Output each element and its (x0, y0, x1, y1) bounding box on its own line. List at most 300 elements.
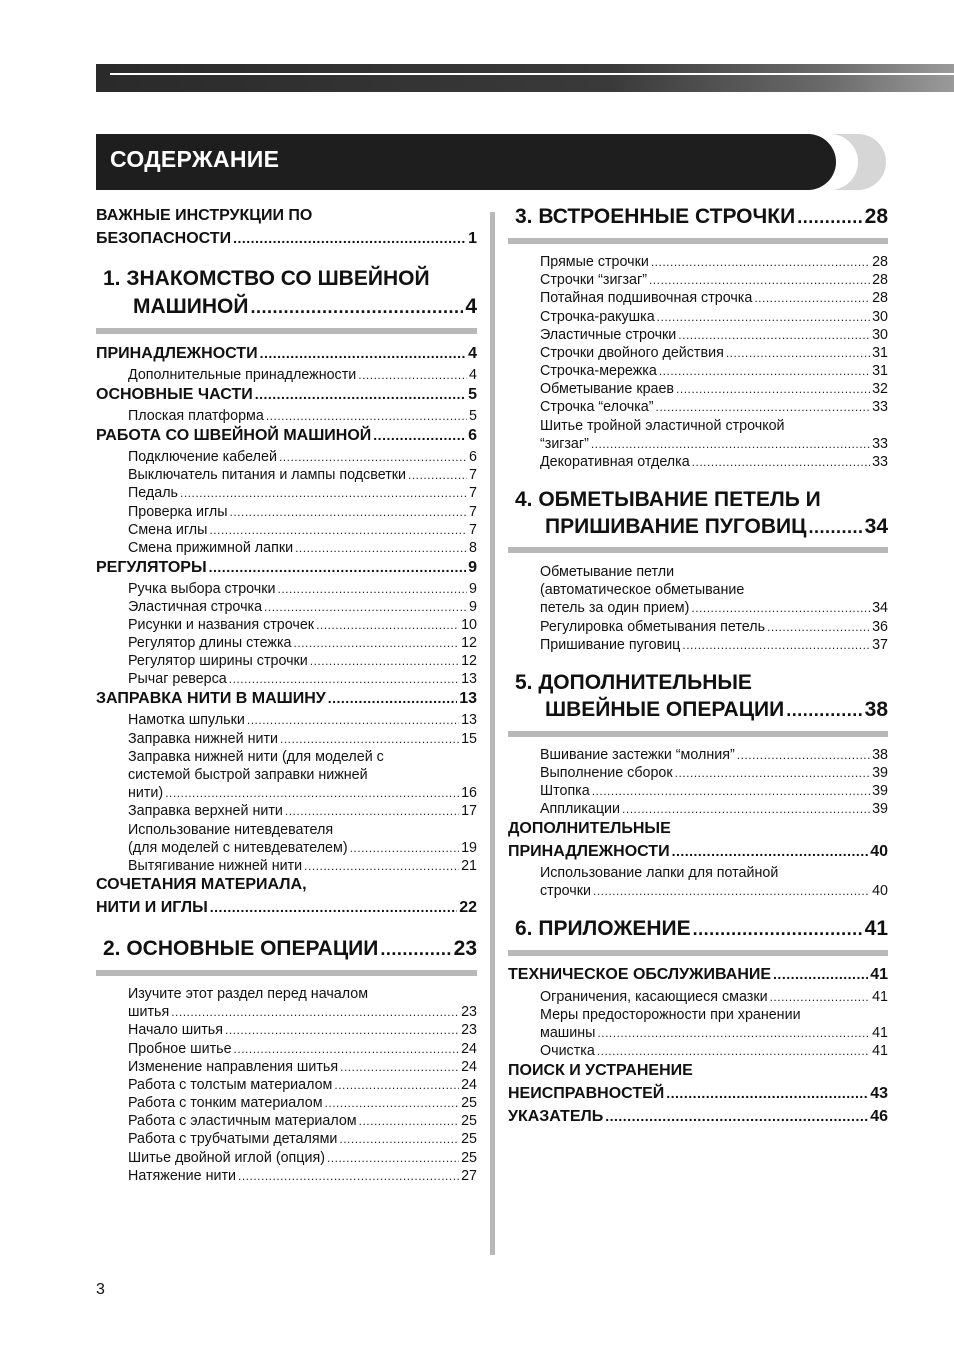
toc-entry[interactable] (540, 363, 888, 379)
leader-dots (773, 966, 868, 982)
toc-entry-page: 19 (461, 840, 477, 856)
toc-index[interactable] (508, 1108, 888, 1126)
leader-dots (293, 636, 459, 650)
toc-maintenance[interactable] (508, 966, 888, 984)
leader-dots (358, 368, 467, 382)
toc-entry-page: 9 (469, 599, 477, 615)
toc-accessories[interactable] (96, 345, 477, 363)
toc-entry-title: Эластичная строчка (128, 599, 263, 615)
leader-dots (675, 766, 870, 780)
toc-entry-title: БЕЗОПАСНОСТИ (96, 230, 232, 247)
toc-entry-title: ОСНОВНЫЕ ЧАСТИ (96, 386, 253, 403)
leader-dots (737, 748, 870, 762)
toc-entry-page: 28 (872, 254, 888, 270)
leader-dots (692, 455, 870, 469)
toc-chapter6[interactable] (515, 917, 888, 941)
leader-dots (210, 899, 457, 915)
leader-dots (597, 1044, 870, 1058)
toc-entry[interactable] (540, 454, 888, 470)
toc-entry[interactable] (128, 1059, 477, 1075)
toc-entry-page: 41 (872, 989, 888, 1005)
leader-dots (285, 804, 459, 818)
toc-entry[interactable] (128, 467, 477, 483)
leader-dots (726, 346, 870, 360)
toc-entry[interactable] (128, 803, 477, 819)
toc-chapter2[interactable] (103, 937, 477, 961)
toc-entry-page: 13 (461, 671, 477, 687)
toc-entry[interactable] (128, 485, 477, 501)
toc-safety-line1[interactable]: ВАЖНЫЕ ИНСТРУКЦИИ ПО (96, 207, 313, 224)
toc-entry[interactable] (128, 1168, 477, 1184)
toc-entry-page: 4 (465, 295, 477, 318)
toc-entry-page: 13 (461, 712, 477, 728)
leader-dots (209, 559, 466, 575)
toc-entry-title: 2. ОСНОВНЫЕ ОПЕРАЦИИ (103, 937, 379, 960)
toc-chapter5-line1[interactable]: 5. ДОПОЛНИТЕЛЬНЫЕ (515, 671, 752, 694)
toc-entry-title: РАБОТА СО ШВЕЙНОЙ МАШИНОЙ (96, 427, 372, 444)
toc-entry-title: Потайная подшивочная строчка (540, 290, 753, 306)
toc-entry-title: Декоративная отделка (540, 454, 690, 470)
toc-entry[interactable] (540, 327, 888, 343)
toc-entry[interactable] (128, 858, 477, 874)
toc-entry[interactable] (128, 1150, 477, 1166)
leader-dots (359, 1114, 459, 1128)
toc-entry-page: 33 (872, 454, 888, 470)
toc-entry[interactable] (540, 436, 888, 452)
toc-entry-page: 37 (872, 637, 888, 653)
leader-dots (657, 310, 870, 324)
toc-entry-page: 12 (461, 635, 477, 651)
toc-entry[interactable] (128, 653, 477, 669)
toc-entry[interactable] (540, 619, 888, 635)
leader-dots (225, 1023, 459, 1037)
toc-entry-page: 25 (461, 1113, 477, 1129)
toc-extra[interactable] (508, 843, 888, 861)
toc-entry[interactable] (128, 840, 477, 856)
toc-entry-page: 23 (461, 1022, 477, 1038)
toc-entry-title: Вытягивание нижней нити (128, 858, 303, 874)
leader-dots (295, 541, 467, 555)
chapter-rule (96, 328, 477, 334)
toc-entry-page: 16 (461, 785, 477, 801)
toc-threading[interactable] (96, 690, 477, 708)
toc-entry-line[interactable]: Шитье тройной эластичной строчкой (540, 418, 785, 434)
toc-entry-title: МАШИНОЙ (133, 295, 249, 318)
toc-entry-page: 7 (469, 522, 477, 538)
toc-entry[interactable] (128, 599, 477, 615)
toc-entry-page: 17 (461, 803, 477, 819)
leader-dots (754, 291, 870, 305)
toc-entry-title: Смена прижимной лапки (128, 540, 294, 556)
toc-entry-title: Строчки двойного действия (540, 345, 724, 361)
leader-dots (809, 517, 863, 538)
toc-entry-page: 9 (468, 559, 477, 576)
leader-dots (408, 468, 467, 482)
toc-entry-title: Шитье двойной иглой (опция) (128, 1150, 325, 1166)
toc-entry-page: 31 (872, 345, 888, 361)
toc-entry[interactable] (540, 290, 888, 306)
toc-entry-title: Ручка выбора строчки (128, 581, 276, 597)
toc-entry-title: Начало шитья (128, 1022, 223, 1038)
toc-entry-title: Работа с тонким материалом (128, 1095, 323, 1111)
toc-entry-page: 46 (870, 1108, 888, 1125)
toc-entry-page: 6 (469, 449, 477, 465)
toc-entry-page: 40 (872, 883, 888, 899)
toc-entry-page: 34 (864, 515, 888, 538)
leader-dots (691, 601, 870, 615)
toc-entry[interactable] (128, 408, 477, 424)
toc-entry-title: петель за один прием) (540, 600, 690, 616)
toc-entry-title: Регулятор длины стежка (128, 635, 292, 651)
chapter-rule (508, 547, 888, 553)
toc-entry[interactable] (540, 381, 888, 397)
toc-entry-title: Ограничения, касающиеся смазки (540, 989, 768, 1005)
toc-entry-page: 41 (870, 966, 888, 983)
leader-dots (693, 919, 863, 940)
toc-entry-page: 38 (872, 747, 888, 763)
toc-chapter3[interactable] (515, 205, 888, 229)
leader-dots (597, 1026, 870, 1040)
toc-entry-page: 31 (872, 363, 888, 379)
header-bar-line (110, 73, 954, 75)
toc-entry-page: 4 (469, 367, 477, 383)
leader-dots (672, 843, 869, 859)
toc-entry-page: 34 (872, 600, 888, 616)
column-divider (490, 212, 495, 1255)
toc-entry[interactable] (540, 883, 888, 899)
leader-dots (786, 700, 862, 721)
leader-dots (266, 409, 467, 423)
toc-entry-title: Регулировка обметывания петель (540, 619, 766, 635)
toc-entry-title: Натяжение нити (128, 1168, 236, 1184)
toc-entry-title: Рисунки и названия строчек (128, 617, 315, 633)
toc-entry-title: Рычаг реверса (128, 671, 227, 687)
leader-dots (373, 427, 466, 443)
toc-entry[interactable] (128, 1113, 477, 1129)
toc-entry[interactable] (128, 785, 477, 801)
toc-entry-title: Пришивание пуговиц (540, 637, 681, 653)
toc-entry-title: Заправка нижней нити (128, 731, 278, 747)
toc-entry[interactable] (540, 1025, 888, 1041)
leader-dots (234, 1042, 460, 1056)
toc-entry-title: Штопка (540, 783, 590, 799)
toc-entry-page: 13 (459, 690, 477, 707)
toc-chapter4[interactable] (545, 515, 888, 539)
toc-entry-page: 40 (870, 843, 888, 860)
toc-entry-page: 28 (864, 205, 888, 228)
toc-entry[interactable] (540, 989, 888, 1005)
leader-dots (229, 672, 459, 686)
leader-dots (230, 505, 468, 519)
toc-entry-title: Изменение направления шитья (128, 1059, 339, 1075)
toc-entry-title: Вшивание застежки “молния” (540, 747, 735, 763)
toc-entry-page: 23 (453, 937, 477, 960)
toc-entry-line[interactable]: Изучите этот раздел перед началом (128, 986, 369, 1002)
leader-dots (622, 802, 870, 816)
toc-entry-line[interactable]: Меры предосторожности при хранении (540, 1007, 801, 1023)
toc-entry[interactable] (128, 1022, 477, 1038)
toc-entry-line[interactable]: Использование нитевдевателя (128, 822, 334, 838)
toc-entry[interactable] (128, 449, 477, 465)
toc-entry-page: 41 (872, 1025, 888, 1041)
leader-dots (591, 437, 870, 451)
toc-entry[interactable] (128, 522, 477, 538)
leader-dots (649, 273, 870, 287)
leader-dots (325, 1096, 460, 1110)
toc-entry[interactable] (128, 1095, 477, 1111)
toc-entry-page: 22 (459, 899, 477, 916)
toc-entry-title: шитья (128, 1004, 170, 1020)
toc-entry-title: Строчки “зигзаг” (540, 272, 647, 288)
leader-dots (180, 486, 467, 500)
toc-entry[interactable] (540, 637, 888, 653)
leader-dots (770, 990, 871, 1004)
toc-entry-page: 24 (461, 1041, 477, 1057)
toc-entry-page: 15 (461, 731, 477, 747)
toc-entry[interactable] (128, 1041, 477, 1057)
leader-dots (304, 859, 459, 873)
toc-entry-page: 7 (469, 485, 477, 501)
toc-entry-title: Проверка иглы (128, 504, 228, 520)
toc-entry[interactable] (128, 504, 477, 520)
toc-entry-page: 33 (872, 399, 888, 415)
toc-entry-title: Намотка шпульки (128, 712, 245, 728)
leader-dots (280, 732, 459, 746)
toc-entry[interactable] (540, 747, 888, 763)
leader-dots (659, 364, 870, 378)
toc-entry-page: 4 (468, 345, 477, 362)
toc-entry[interactable] (128, 540, 477, 556)
toc-entry-page: 39 (872, 783, 888, 799)
header-bar (96, 64, 954, 92)
toc-entry-title: УКАЗАТЕЛЬ (508, 1108, 604, 1125)
chapter-rule (508, 731, 888, 737)
toc-entry[interactable] (540, 272, 888, 288)
leader-dots (605, 1108, 868, 1124)
toc-entry-title: Очистка (540, 1043, 595, 1059)
toc-entry-page: 28 (872, 272, 888, 288)
leader-dots (666, 1085, 868, 1101)
toc-chapter5[interactable] (545, 698, 888, 722)
toc-entry-title: ТЕХНИЧЕСКОЕ ОБСЛУЖИВАНИЕ (508, 966, 772, 983)
toc-entry-title: Обметывание краев (540, 381, 675, 397)
leader-dots (767, 620, 870, 634)
toc-entry-title: Прямые строчки (540, 254, 649, 270)
toc-entry[interactable] (540, 345, 888, 361)
toc-entry-page: 6 (468, 427, 477, 444)
toc-entry-line[interactable]: системой быстрой заправки нижней (128, 767, 368, 783)
toc-entry[interactable] (540, 801, 888, 817)
toc-entry-title: Плоская платформа (128, 408, 264, 424)
toc-entry-page: 32 (872, 381, 888, 397)
leader-dots (279, 450, 467, 464)
toc-entry-line[interactable]: Обметывание петли (540, 564, 675, 580)
toc-entry-title: Регулятор ширины строчки (128, 653, 308, 669)
chapter-rule (96, 970, 477, 976)
chapter-rule (508, 238, 888, 244)
toc-entry-title: ПРИНАДЛЕЖНОСТИ (96, 345, 258, 362)
toc-entry-title: Педаль (128, 485, 178, 501)
toc-combos[interactable] (96, 899, 477, 917)
toc-entry[interactable] (128, 1077, 477, 1093)
toc-extra-line1[interactable]: ДОПОЛНИТЕЛЬНЫЕ (508, 820, 671, 837)
toc-entry-page: 28 (872, 290, 888, 306)
leader-dots (233, 230, 466, 246)
leader-dots (339, 1132, 459, 1146)
toc-operation[interactable] (96, 427, 477, 445)
leader-dots (676, 382, 870, 396)
toc-entry-title: ЗАПРАВКА НИТИ В МАШИНУ (96, 690, 326, 707)
toc-entry[interactable] (540, 600, 888, 616)
toc-entry-page: 8 (469, 540, 477, 556)
toc-entry[interactable] (128, 367, 477, 383)
toc-entry-page: 24 (461, 1077, 477, 1093)
toc-entry-title: Работа с толстым материалом (128, 1077, 333, 1093)
toc-troubleshoot[interactable] (508, 1085, 888, 1103)
toc-entry-title: ПРИНАДЛЕЖНОСТИ (508, 843, 670, 860)
toc-entry[interactable] (128, 581, 477, 597)
leader-dots (682, 638, 870, 652)
toc-entry[interactable] (128, 1131, 477, 1147)
toc-entry[interactable] (128, 1004, 477, 1020)
toc-entry-title: строчки (540, 883, 591, 899)
toc-entry-title: Аппликации (540, 801, 621, 817)
page-number: 3 (96, 1281, 105, 1298)
toc-entry-page: 12 (461, 653, 477, 669)
leader-dots (310, 654, 459, 668)
toc-entry-title: РЕГУЛЯТОРЫ (96, 559, 207, 576)
title-banner (96, 134, 836, 190)
toc-entry-title: 3. ВСТРОЕННЫЕ СТРОЧКИ (515, 205, 796, 228)
toc-combos-line1[interactable]: СОЧЕТАНИЯ МАТЕРИАЛА, (96, 876, 307, 893)
toc-entry-page: 39 (872, 765, 888, 781)
toc-entry[interactable] (540, 765, 888, 781)
toc-safety[interactable] (96, 230, 477, 248)
toc-entry[interactable] (540, 783, 888, 799)
toc-entry[interactable] (128, 712, 477, 728)
leader-dots (255, 386, 466, 402)
toc-entry-page: 10 (461, 617, 477, 633)
toc-entry-title: Смена иглы (128, 522, 208, 538)
toc-entry-title: (для моделей с нитевдевателем) (128, 840, 348, 856)
toc-entry-page: 25 (461, 1095, 477, 1111)
toc-entry-line[interactable]: (автоматическое обметывание (540, 582, 745, 598)
toc-entry-title: Строчка-мережка (540, 363, 657, 379)
leader-dots (238, 1169, 459, 1183)
leader-dots (328, 690, 457, 706)
page-title: СОДЕРЖАНИЕ (110, 146, 280, 172)
toc-entry-page: 30 (872, 327, 888, 343)
toc-entry-title: Работа с эластичным материалом (128, 1113, 357, 1129)
toc-entry-title: Выполнение сборок (540, 765, 673, 781)
toc-entry-page: 5 (468, 386, 477, 403)
toc-entry-line[interactable]: Использование лапки для потайной (540, 865, 779, 881)
leader-dots (340, 1060, 459, 1074)
leader-dots (260, 345, 467, 361)
toc-entry-title: НЕИСПРАВНОСТЕЙ (508, 1085, 665, 1102)
toc-entry-page: 23 (461, 1004, 477, 1020)
toc-entry-page: 25 (461, 1150, 477, 1166)
toc-entry[interactable] (540, 309, 888, 325)
toc-entry[interactable] (128, 671, 477, 687)
toc-entry-page: 33 (872, 436, 888, 452)
toc-entry-page: 5 (469, 408, 477, 424)
chapter-rule (508, 950, 888, 956)
toc-entry-page: 38 (864, 698, 888, 721)
toc-entry-page: 25 (461, 1131, 477, 1147)
toc-entry[interactable] (128, 635, 477, 651)
toc-entry-page: 43 (870, 1085, 888, 1102)
toc-entry-page: 9 (469, 581, 477, 597)
toc-entry[interactable] (540, 399, 888, 415)
toc-entry-page: 41 (872, 1043, 888, 1059)
toc-entry[interactable] (540, 254, 888, 270)
toc-entry-page: 1 (468, 230, 477, 247)
toc-entry-title: нити) (128, 785, 164, 801)
toc-entry-title: ПРИШИВАНИЕ ПУГОВИЦ (545, 515, 807, 538)
leader-dots (678, 328, 870, 342)
toc-entry-title: Заправка верхней нити (128, 803, 283, 819)
toc-main-parts[interactable] (96, 386, 477, 404)
leader-dots (593, 884, 870, 898)
leader-dots (316, 618, 459, 632)
toc-entry-title: машины (540, 1025, 596, 1041)
toc-entry-page: 7 (469, 467, 477, 483)
leader-dots (171, 1005, 459, 1019)
toc-entry[interactable] (540, 1043, 888, 1059)
toc-regulators[interactable] (96, 559, 477, 577)
leader-dots (250, 297, 463, 318)
leader-dots (264, 600, 467, 614)
toc-chapter1-line1[interactable]: 1. ЗНАКОМСТВО СО ШВЕЙНОЙ (103, 267, 430, 290)
leader-dots (278, 582, 468, 596)
toc-troubleshoot-line1[interactable]: ПОИСК И УСТРАНЕНИЕ (508, 1062, 693, 1079)
toc-entry-title: Эластичные строчки (540, 327, 677, 343)
toc-entry-page: 27 (461, 1168, 477, 1184)
leader-dots (334, 1078, 459, 1092)
leader-dots (209, 523, 467, 537)
toc-chapter4-line1[interactable]: 4. ОБМЕТЫВАНИЕ ПЕТЕЛЬ И (515, 488, 821, 511)
toc-entry-page: 24 (461, 1059, 477, 1075)
leader-dots (592, 784, 870, 798)
toc-entry-title: Подключение кабелей (128, 449, 277, 465)
toc-chapter1[interactable] (133, 295, 477, 319)
toc-entry-page: 39 (872, 801, 888, 817)
toc-entry-line[interactable]: Заправка нижней нити (для моделей с (128, 749, 384, 765)
toc-entry-title: Выключатель питания и лампы подсветки (128, 467, 406, 483)
toc-entry-title: 6. ПРИЛОЖЕНИЕ (515, 917, 691, 940)
leader-dots (327, 1151, 459, 1165)
toc-entry-title: Пробное шитье (128, 1041, 232, 1057)
leader-dots (797, 207, 862, 228)
toc-entry-page: 36 (872, 619, 888, 635)
toc-entry-page: 7 (469, 504, 477, 520)
leader-dots (247, 713, 459, 727)
toc-entry-title: Строчка-ракушка (540, 309, 655, 325)
toc-entry-title: Работа с трубчатыми деталями (128, 1131, 338, 1147)
toc-entry-title: Дополнительные принадлежности (128, 367, 357, 383)
leader-dots (380, 939, 451, 960)
toc-entry-page: 21 (461, 858, 477, 874)
toc-entry-title: ШВЕЙНЫЕ ОПЕРАЦИИ (545, 698, 785, 721)
toc-entry[interactable] (128, 617, 477, 633)
toc-entry-title: “зигзаг” (540, 436, 589, 452)
toc-entry[interactable] (128, 731, 477, 747)
toc-entry-title: Строчка “елочка” (540, 399, 654, 415)
leader-dots (165, 786, 459, 800)
leader-dots (651, 255, 870, 269)
toc-entry-page: 30 (872, 309, 888, 325)
